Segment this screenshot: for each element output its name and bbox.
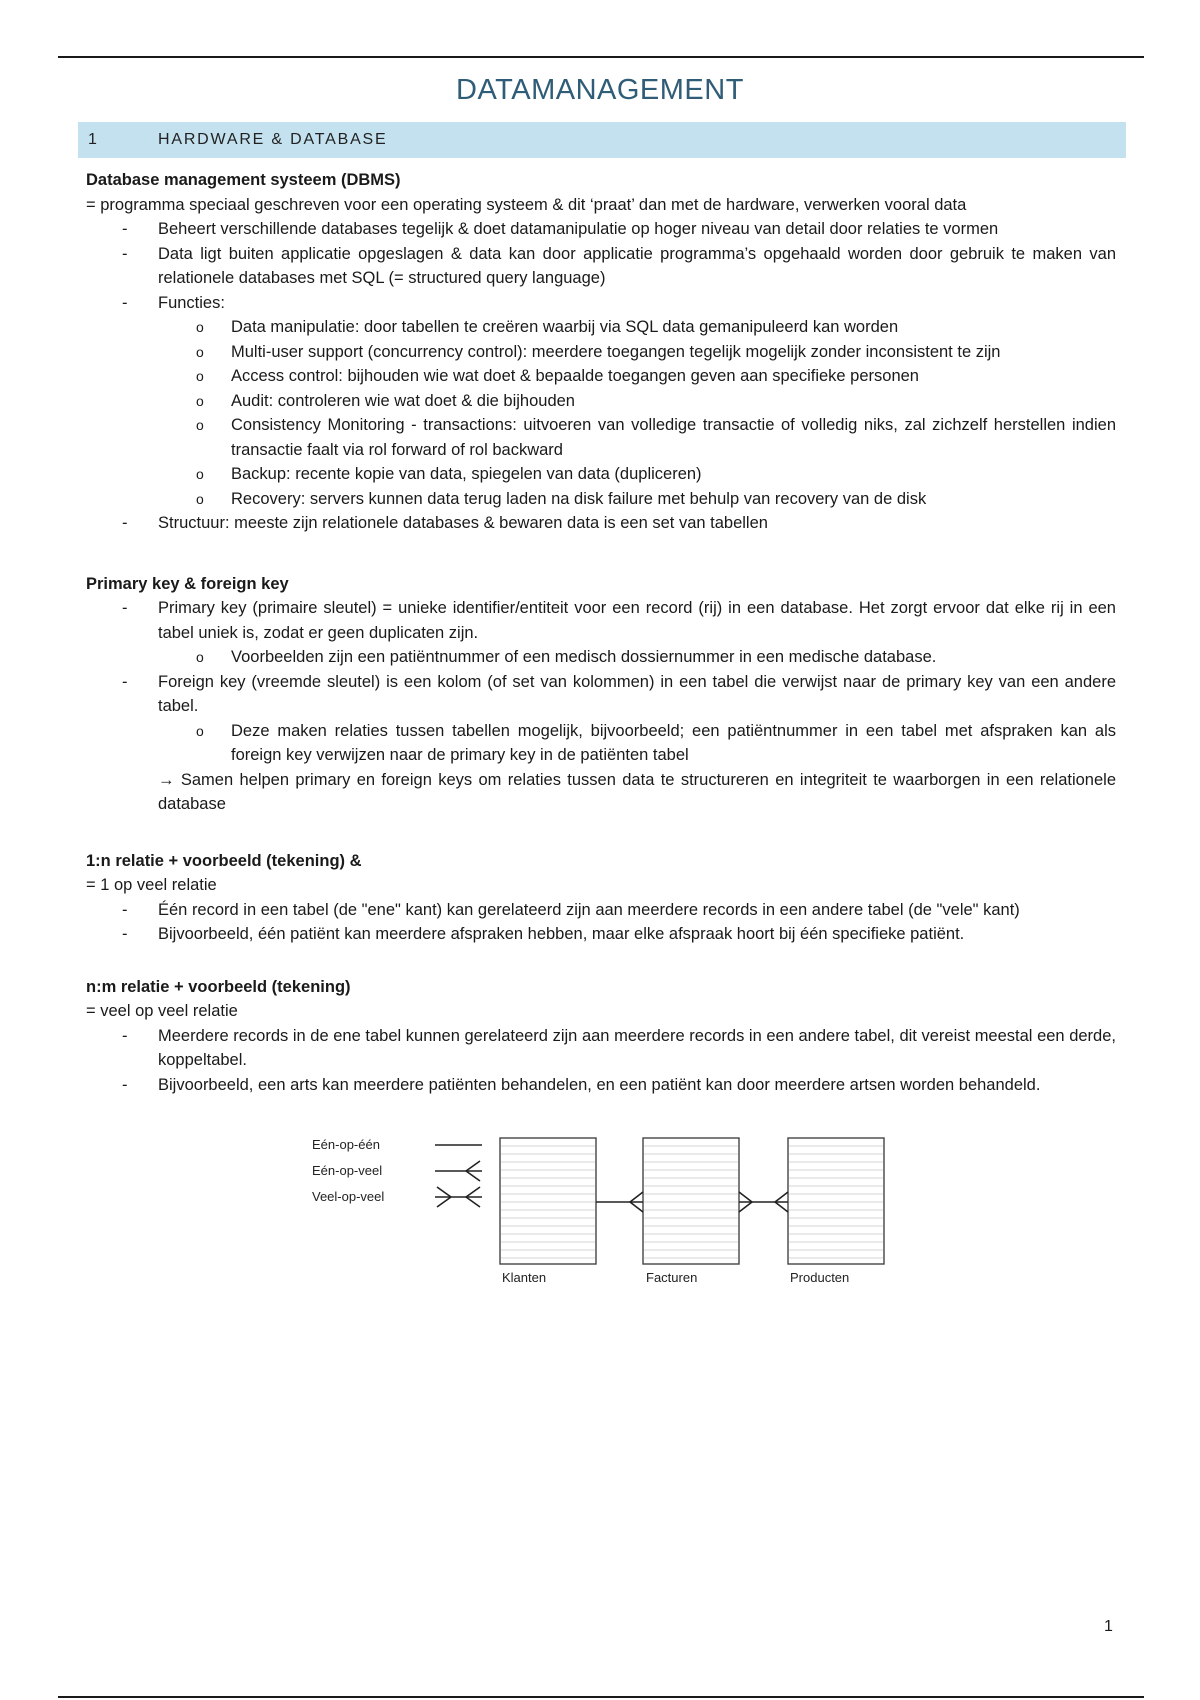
section-heading	[78, 122, 1126, 158]
dbms-heading: Database management systeem (DBMS)	[86, 171, 401, 189]
one-to-many-bullet: - Één record in een tabel (de "ene" kant) kan gerelateerd zijn aan meerdere records in een andere tabel (de "vele" kant)	[86, 898, 1116, 923]
dbms-function-item: o Consistency Monitoring - transactions: uitvoeren van volledige transactie of volledig niks, zal zichzelf herstellen indien transactie faalt via rol forward of rol backward	[86, 413, 1116, 462]
dbms-function-item: o Recovery: servers kunnen data terug laden na disk failure met behulp van recovery van de disk	[86, 487, 1116, 512]
dbms-function-item: o Access control: bijhouden wie wat doet & bepaalde toegangen geven aan specifieke personen	[86, 364, 1116, 389]
table-facturen	[643, 1138, 739, 1264]
table-klanten	[500, 1138, 596, 1264]
one-to-many-definition: = 1 op veel relatie	[86, 876, 217, 894]
legend-one-to-many-label: Eén-op-veel	[312, 1163, 383, 1178]
connector-facturen-producten	[739, 1192, 788, 1212]
dbms-bullet: - Data ligt buiten applicatie opgeslagen & data kan door applicatie programma’s opgehaald worden door gebruik te maken van relationele databases met SQL (= structured query language)	[86, 242, 1116, 291]
table-label-facturen: Facturen	[646, 1270, 698, 1285]
table-label-producten: Producten	[790, 1270, 850, 1285]
legend-one-to-one-label: Eén-op-één	[312, 1137, 380, 1152]
dbms-function-item: o Data manipulatie: door tabellen te creëren waarbij via SQL data gemanipuleerd kan worden	[86, 315, 1116, 340]
table-producten	[788, 1138, 884, 1264]
many-to-many-definition: = veel op veel relatie	[86, 1002, 238, 1020]
document-body	[86, 168, 1116, 1097]
many-to-many-bullet: - Meerdere records in de ene tabel kunnen gerelateerd zijn aan meerdere records in een andere tabel, dit vereist meestal een derde, koppeltabel.	[86, 1024, 1116, 1073]
foreign-key-text: - Foreign key (vreemde sleutel) is een kolom (of set van kolommen) in een tabel die verwijst naar de primary key van een andere tabel.	[86, 670, 1116, 719]
bottom-rule	[58, 1696, 1144, 1698]
keys-heading: Primary key & foreign key	[86, 574, 289, 593]
many-to-many-heading: n:m relatie + voorbeeld (tekening)	[86, 977, 351, 996]
page-number: 1	[1104, 1618, 1113, 1635]
dbms-definition: = programma speciaal geschreven voor een operating systeem & dit ‘praat’ dan met de hardware, verwerken vooral data	[86, 195, 967, 214]
page-title: DATAMANAGEMENT	[456, 74, 744, 106]
primary-key-text: - Primary key (primaire sleutel) = unieke identifier/entiteit voor een record (rij) in een database. Het zorgt ervoor dat elke rij in een tabel uniek is, zodat er geen duplicaten zijn.	[86, 596, 1116, 645]
one-to-many-bullet: - Bijvoorbeeld, één patiënt kan meerdere afspraken hebben, maar elke afspraak hoort bij één specifieke patiënt.	[86, 922, 1116, 947]
legend-one-to-many-symbol	[435, 1161, 482, 1181]
section-number: 1	[88, 131, 98, 148]
section-label: HARDWARE & DATABASE	[158, 131, 388, 148]
table-label-klanten: Klanten	[502, 1270, 547, 1285]
legend-many-to-many-symbol	[435, 1187, 482, 1207]
dbms-structure: - Structuur: meeste zijn relationele databases & bewaren data is een set van tabellen	[86, 511, 1116, 536]
dbms-function-item: o Backup: recente kopie van data, spiegelen van data (dupliceren)	[86, 462, 1116, 487]
dbms-function-item: o Audit: controleren wie wat doet & die bijhouden	[86, 389, 1116, 414]
primary-key-example: o Voorbeelden zijn een patiëntnummer of een medisch dossiernummer in een medische database.	[86, 645, 1116, 670]
relationship-diagram	[310, 1132, 890, 1292]
foreign-key-example: o Deze maken relaties tussen tabellen mogelijk, bijvoorbeeld; een patiëntnummer in een tabel met afspraken kan als foreign key verwijzen naar de primary key in de patiënten tabel	[86, 719, 1116, 768]
dbms-bullet: - Beheert verschillende databases tegelijk & doet datamanipulatie op hoger niveau van detail door relaties te vormen	[86, 217, 1116, 242]
top-rule	[58, 56, 1144, 58]
connector-klanten-facturen	[596, 1192, 643, 1212]
dbms-function-item: o Multi-user support (concurrency control): meerdere toegangen tegelijk mogelijk zonder inconsistent te zijn	[86, 340, 1116, 365]
many-to-many-bullet: - Bijvoorbeeld, een arts kan meerdere patiënten behandelen, en een patiënt kan door meerdere artsen worden behandeld.	[86, 1073, 1116, 1098]
legend-many-to-many-label: Veel-op-veel	[312, 1189, 385, 1204]
one-to-many-heading: 1:n relatie + voorbeeld (tekening) &	[86, 851, 362, 870]
dbms-bullet: - Functies:	[86, 291, 1116, 316]
keys-conclusion: → Samen helpen primary en foreign keys om relaties tussen data te structureren en integriteit te waarborgen in een relationele database	[158, 770, 1116, 813]
